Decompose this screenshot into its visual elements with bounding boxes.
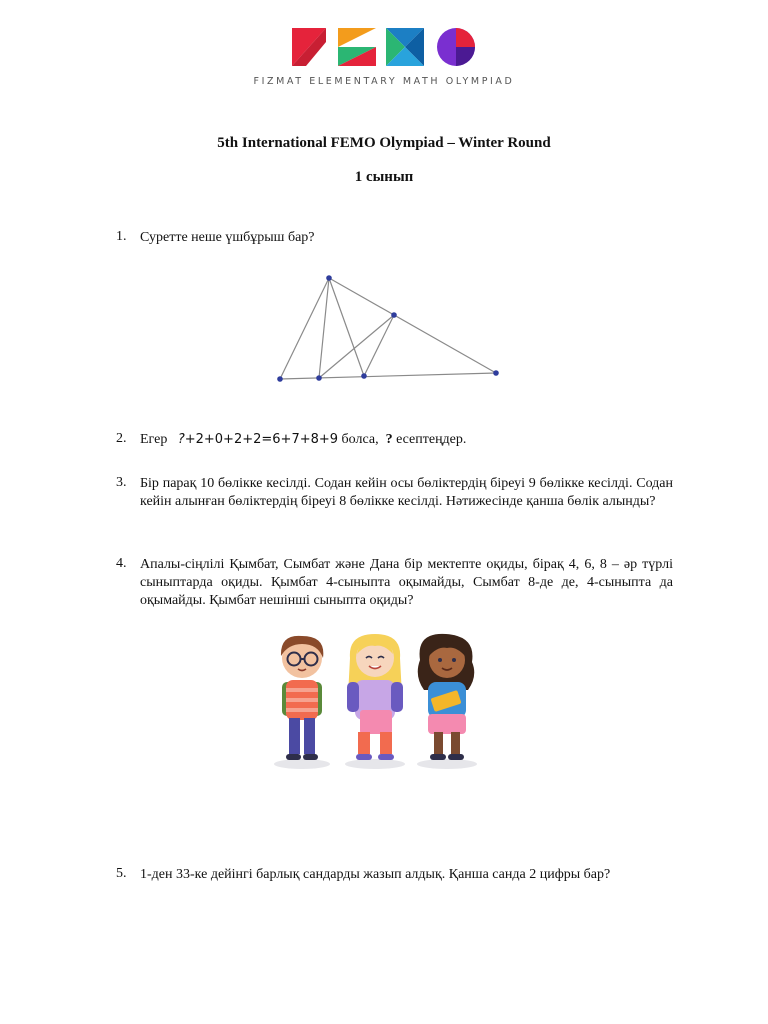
question-2-unknown: ? bbox=[177, 432, 185, 447]
question-5-text: 1-ден 33-ке дейінгі барлық сандарды жазып алдық. Қанша санда 2 цифры бар? bbox=[140, 867, 611, 882]
question-2-prefix: Егер bbox=[140, 432, 168, 447]
girl-dark-hair-figure bbox=[418, 634, 475, 760]
point bbox=[493, 370, 499, 376]
logo-subtitle: FIZMAT ELEMENTARY MATH OLYMPIAD bbox=[253, 76, 515, 87]
point bbox=[316, 375, 322, 381]
question-5-number: 5. bbox=[116, 866, 127, 881]
girl-blonde-figure bbox=[347, 634, 403, 760]
point bbox=[391, 312, 397, 318]
question-3-number: 3. bbox=[116, 475, 127, 490]
question-2-unknown-bold: ? bbox=[385, 432, 393, 447]
question-2-suffix: есептеңдер. bbox=[396, 432, 467, 447]
logo-letter-e bbox=[338, 28, 376, 66]
page-title: 5th International FEMO Olympiad – Winter Round bbox=[217, 135, 551, 151]
children-illustration bbox=[262, 630, 490, 776]
question-3-text: Бір парақ 10 бөлікке кесілді. Содан кейін осы бөліктердің біреуі 9 бөлікке кесілді. Содан кейін алынған бөліктердің біреуі 8 бөлікке кесілді. Нәтижесінде қанша бөлік алынды? bbox=[140, 476, 673, 509]
femo-logo bbox=[290, 26, 480, 68]
question-2-equation bbox=[178, 432, 338, 447]
point bbox=[326, 275, 332, 281]
boy-figure bbox=[281, 636, 323, 760]
question-2-number: 2. bbox=[116, 431, 127, 446]
logo-letter-o bbox=[437, 28, 475, 66]
question-4-number: 4. bbox=[116, 556, 127, 571]
question-2-equation-body: +2+0+2+2=6+7+8+9 bbox=[184, 432, 339, 447]
question-2-middle: болса, bbox=[341, 432, 379, 447]
question-1-text: Суретте неше үшбұрыш бар? bbox=[140, 230, 315, 245]
logo-letter-m bbox=[386, 28, 424, 66]
logo-letter-f bbox=[292, 28, 326, 66]
question-4-text: Апалы-сіңлілі Қымбат, Сымбат және Дана бір мектепте оқиды, бірақ 4, 6, 8 – әр түрлі сыныптарда оқиды. Қымбат 4-сыныпта оқымайды, Сымбат 8-де де, 4-сыныпта да оқымайды. Қымбат нешінші сыныпта оқиды? bbox=[140, 557, 673, 608]
question-2-text bbox=[140, 431, 673, 449]
triangle-figure bbox=[268, 266, 508, 388]
question-1-number: 1. bbox=[116, 229, 127, 244]
point bbox=[277, 376, 283, 382]
point bbox=[361, 373, 367, 379]
grade-label: 1 сынып bbox=[354, 169, 414, 185]
